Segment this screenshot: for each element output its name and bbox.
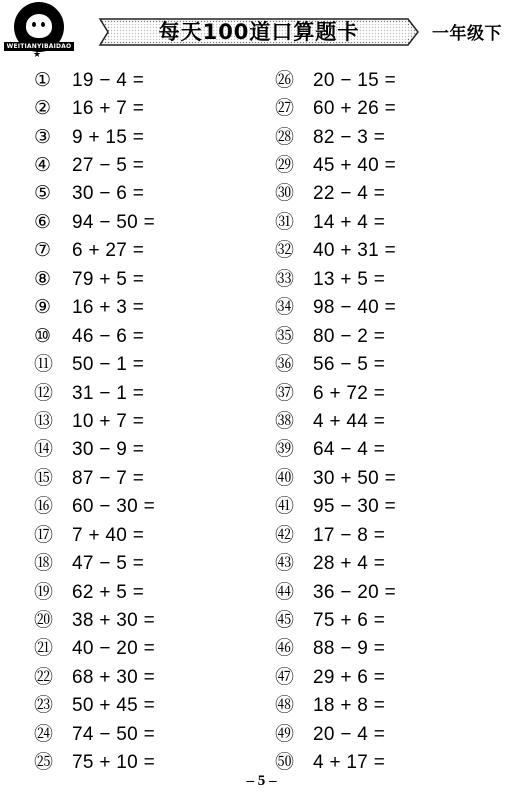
problem-number: ㉚ <box>275 182 295 205</box>
problem-expression: 74 − 50 = <box>72 723 155 745</box>
problem-item <box>34 237 254 265</box>
problem-number: ㊷ <box>275 523 295 546</box>
problem-item <box>275 521 495 549</box>
problem-expression: 16 + 7 = <box>72 98 145 120</box>
monkey-eye-icon <box>32 22 36 27</box>
problem-number: ⑧ <box>34 267 52 290</box>
problem-expression: 68 + 30 = <box>72 666 155 688</box>
problem-number: ㉜ <box>275 239 295 262</box>
problem-expression: 60 + 26 = <box>313 98 396 120</box>
problem-number: ㉗ <box>275 97 295 120</box>
problem-number: ⑩ <box>34 324 52 347</box>
problem-item <box>34 464 254 492</box>
problem-expression: 40 + 31 = <box>313 240 396 262</box>
problem-expression: 4 + 17 = <box>313 752 386 774</box>
problem-number: ㉙ <box>275 154 295 177</box>
problem-number: ㊺ <box>275 609 295 632</box>
problem-item <box>34 663 254 691</box>
problem-item <box>275 436 495 464</box>
problem-item <box>34 407 254 435</box>
problem-expression: 22 − 4 = <box>313 183 386 205</box>
problem-item <box>275 578 495 606</box>
problem-number: ㊿ <box>275 751 295 774</box>
problem-item <box>34 578 254 606</box>
monkey-eye-icon <box>41 22 45 27</box>
problem-item <box>34 322 254 350</box>
problem-number: ㊲ <box>275 381 295 404</box>
problem-number: ⑲ <box>34 580 54 603</box>
problem-item <box>34 180 254 208</box>
problem-expression: 38 + 30 = <box>72 610 155 632</box>
problem-expression: 7 + 40 = <box>72 524 145 546</box>
problem-item <box>34 692 254 720</box>
problem-item <box>275 464 495 492</box>
problem-number: ① <box>34 68 52 91</box>
problem-expression: 20 − 15 = <box>313 69 396 91</box>
problem-number: ⑯ <box>34 495 54 518</box>
problem-number: ㉝ <box>275 267 295 290</box>
problem-item <box>275 322 495 350</box>
problem-number: ㊾ <box>275 722 295 745</box>
problem-item <box>275 549 495 577</box>
problem-number: ⑰ <box>34 523 54 546</box>
problem-number: ㊴ <box>275 438 295 461</box>
problem-expression: 6 + 72 = <box>313 382 386 404</box>
problem-expression: 62 + 5 = <box>72 581 145 603</box>
problem-expression: 13 + 5 = <box>313 268 386 290</box>
grade-label: 一年级下 <box>432 24 502 44</box>
problem-item <box>275 379 495 407</box>
problem-expression: 10 + 7 = <box>72 410 145 432</box>
problem-expression: 88 − 9 = <box>313 638 386 660</box>
problem-number: ⑭ <box>34 438 54 461</box>
problem-number: ㊸ <box>275 552 295 575</box>
problem-item <box>275 407 495 435</box>
problem-item <box>275 180 495 208</box>
problem-number: ㉘ <box>275 125 295 148</box>
problem-expression: 40 − 20 = <box>72 638 155 660</box>
problem-item <box>275 350 495 378</box>
problem-expression: 31 − 1 = <box>72 382 145 404</box>
problems-column-left <box>34 66 254 777</box>
problem-number: ⑱ <box>34 552 54 575</box>
star-icon: ★ <box>33 49 42 59</box>
problem-expression: 50 − 1 = <box>72 354 145 376</box>
monkey-face-icon <box>26 14 52 38</box>
problem-expression: 36 − 20 = <box>313 581 396 603</box>
problem-expression: 30 − 9 = <box>72 439 145 461</box>
problem-item <box>34 123 254 151</box>
problem-expression: 75 + 6 = <box>313 610 386 632</box>
logo-text: WEITIANYIBAIDAO <box>4 42 74 51</box>
problem-number: ⑮ <box>34 466 54 489</box>
problem-expression: 29 + 6 = <box>313 666 386 688</box>
problem-number: ㉔ <box>34 722 54 745</box>
problem-number: ㊻ <box>275 637 295 660</box>
problem-number: ㉖ <box>275 68 295 91</box>
problem-number: ㉓ <box>34 694 54 717</box>
problem-item <box>275 151 495 179</box>
problem-expression: 80 − 2 = <box>313 325 386 347</box>
problem-expression: 64 − 4 = <box>313 439 386 461</box>
problem-number: ㉑ <box>34 637 54 660</box>
problem-item <box>34 635 254 663</box>
problem-item <box>275 94 495 122</box>
problem-item <box>34 294 254 322</box>
problem-number: ㊶ <box>275 495 295 518</box>
problem-number: ⑬ <box>34 409 54 432</box>
problem-number: ⑫ <box>34 381 54 404</box>
problem-item <box>34 720 254 748</box>
problem-item <box>34 521 254 549</box>
problem-number: ㉒ <box>34 665 54 688</box>
problem-item <box>34 208 254 236</box>
problem-item <box>34 379 254 407</box>
problem-expression: 9 + 15 = <box>72 126 145 148</box>
problem-item <box>34 493 254 521</box>
problem-expression: 16 + 3 = <box>72 297 145 319</box>
problem-number: ⑥ <box>34 210 52 233</box>
problem-expression: 47 − 5 = <box>72 553 145 575</box>
problem-number: ③ <box>34 125 52 148</box>
problem-item <box>34 151 254 179</box>
problem-expression: 46 − 6 = <box>72 325 145 347</box>
problem-item <box>275 692 495 720</box>
problem-item <box>275 66 495 94</box>
problem-expression: 17 − 8 = <box>313 524 386 546</box>
problem-number: ㊳ <box>275 409 295 432</box>
problem-expression: 45 + 40 = <box>313 155 396 177</box>
title-banner <box>98 17 420 47</box>
problem-expression: 87 − 7 = <box>72 467 145 489</box>
problem-item <box>34 94 254 122</box>
problem-item <box>34 436 254 464</box>
problem-item <box>275 208 495 236</box>
problem-expression: 14 + 4 = <box>313 211 386 233</box>
problem-expression: 94 − 50 = <box>72 211 155 233</box>
problem-item <box>275 123 495 151</box>
problem-number: ④ <box>34 154 52 177</box>
problem-expression: 6 + 27 = <box>72 240 145 262</box>
problem-number: ⑪ <box>34 353 54 376</box>
page-number: – 5 – <box>246 773 277 789</box>
problem-number: ㊼ <box>275 665 295 688</box>
problem-item <box>275 294 495 322</box>
problem-item <box>275 663 495 691</box>
problem-number: ㊵ <box>275 466 295 489</box>
problems-column-right <box>275 66 495 777</box>
problem-item <box>34 265 254 293</box>
problem-item <box>275 265 495 293</box>
problem-expression: 79 + 5 = <box>72 268 145 290</box>
problem-expression: 98 − 40 = <box>313 297 396 319</box>
problem-item <box>275 606 495 634</box>
problem-number: ⑨ <box>34 296 52 319</box>
problem-expression: 56 − 5 = <box>313 354 386 376</box>
problem-number: ⑦ <box>34 239 52 262</box>
problem-item <box>275 635 495 663</box>
problem-number: ⑳ <box>34 609 54 632</box>
problem-item <box>275 493 495 521</box>
problem-number: ㉛ <box>275 210 295 233</box>
problem-number: ㊱ <box>275 353 295 376</box>
problem-item <box>34 66 254 94</box>
problem-number: ㉟ <box>275 324 295 347</box>
problem-number: ㊽ <box>275 694 295 717</box>
problem-expression: 95 − 30 = <box>313 496 396 518</box>
problem-expression: 27 − 5 = <box>72 155 145 177</box>
problem-expression: 60 − 30 = <box>72 496 155 518</box>
problem-expression: 28 + 4 = <box>313 553 386 575</box>
problem-number: ㉞ <box>275 296 295 319</box>
problem-item <box>275 237 495 265</box>
problem-expression: 50 + 45 = <box>72 695 155 717</box>
problem-number: ② <box>34 97 52 120</box>
problem-item <box>34 606 254 634</box>
problem-expression: 20 − 4 = <box>313 723 386 745</box>
problem-expression: 75 + 10 = <box>72 752 155 774</box>
problem-expression: 4 + 44 = <box>313 410 386 432</box>
problem-number: ㊹ <box>275 580 295 603</box>
problem-expression: 30 − 6 = <box>72 183 145 205</box>
page-title: 每天100道口算题卡 <box>158 20 360 44</box>
problem-expression: 19 − 4 = <box>72 69 145 91</box>
problem-expression: 30 + 50 = <box>313 467 396 489</box>
problem-item <box>34 350 254 378</box>
problem-number: ⑤ <box>34 182 52 205</box>
problem-number: ㉕ <box>34 751 54 774</box>
problem-item <box>34 549 254 577</box>
page-header <box>0 0 523 62</box>
problem-expression: 18 + 8 = <box>313 695 386 717</box>
problem-expression: 82 − 3 = <box>313 126 386 148</box>
monkey-logo <box>4 2 74 58</box>
problem-item <box>275 720 495 748</box>
